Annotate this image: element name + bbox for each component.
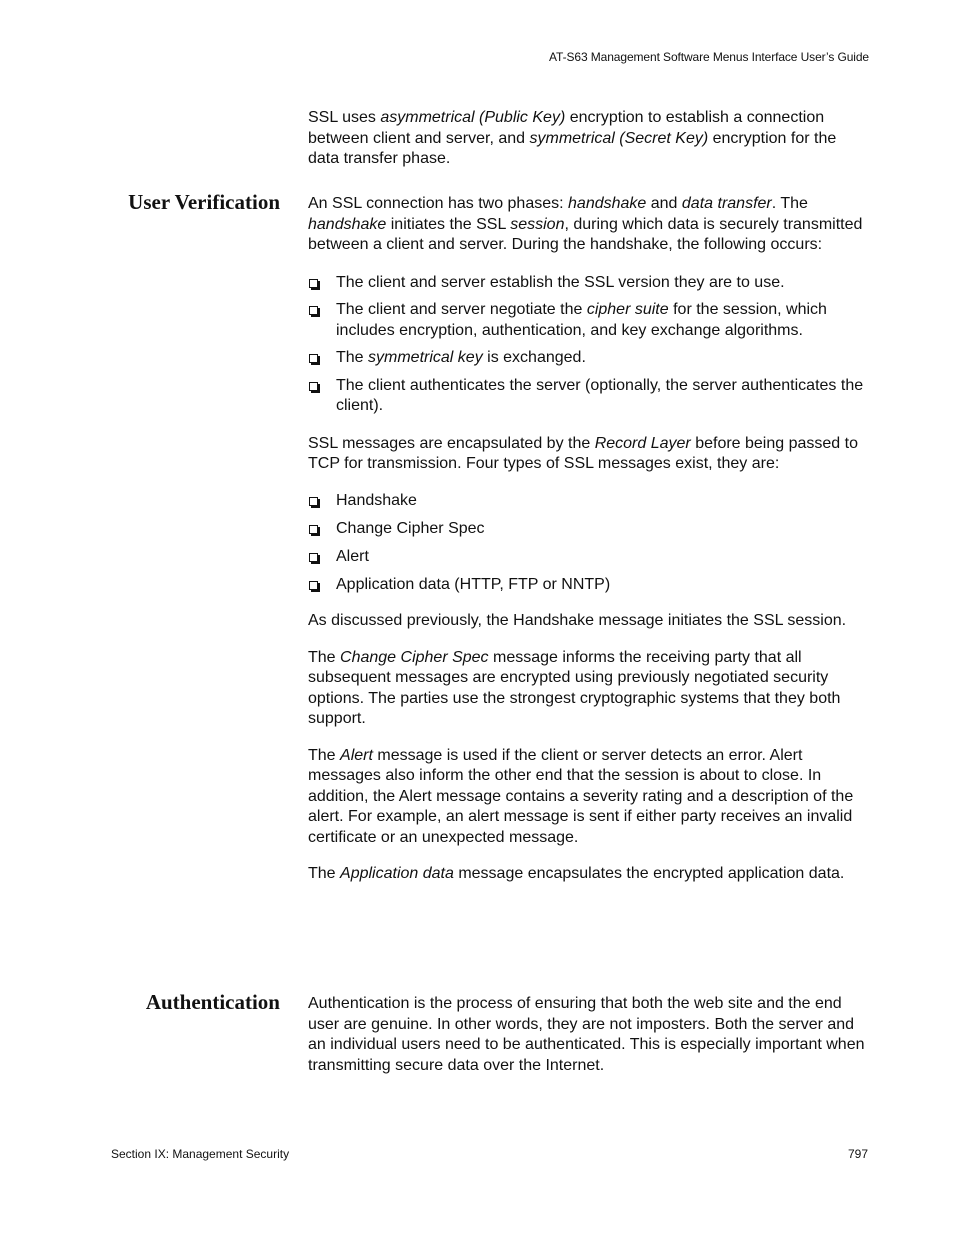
italic-term: Application data — [340, 865, 454, 882]
italic-term: Alert — [340, 746, 373, 764]
paragraph-handshake: As discussed previously, the Handshake message initiates the SSL session. — [308, 612, 847, 629]
user-verification-section — [308, 194, 870, 885]
running-header: AT-S63 Management Software Menus Interface User’s Guide — [549, 50, 869, 64]
paragraph-application-data — [308, 864, 870, 885]
list-item — [308, 348, 870, 369]
text-span: initiates the SSL — [386, 215, 511, 233]
authentication-section — [308, 994, 870, 1076]
text-span: before being passed to TCP for transmission. Four types of SSL messages exist, they are: — [308, 434, 858, 472]
footer-page-number: 797 — [847, 1147, 868, 1161]
list-item — [308, 273, 870, 294]
text-span: The client authenticates the server (optionally, the server authenticates the client). — [336, 376, 864, 414]
text-span: The — [308, 865, 341, 882]
italic-term: symmetrical key — [368, 349, 483, 366]
paragraph-change-cipher-spec — [308, 648, 870, 730]
list-item — [308, 491, 870, 512]
text-span: Application data (HTTP, FTP or NNTP) — [336, 575, 611, 593]
text-span: Alert — [336, 547, 369, 565]
text-span: Handshake — [336, 491, 417, 509]
italic-term: Record Layer — [594, 434, 691, 452]
italic-term: handshake — [308, 215, 387, 233]
checkbox-bullet-icon — [309, 497, 318, 506]
italic-term: Change Cipher Spec — [340, 648, 489, 666]
text-span: Change Cipher Spec — [336, 519, 485, 537]
checkbox-bullet-icon — [309, 553, 318, 562]
text-span: . The — [771, 195, 808, 212]
list-item — [308, 519, 870, 540]
checkbox-bullet-icon — [309, 354, 318, 363]
list-item — [308, 575, 870, 596]
paragraph-ssl-phases — [308, 194, 870, 256]
checkbox-bullet-icon — [309, 306, 318, 315]
heading-user-verification: User Verification — [128, 190, 280, 214]
paragraph-record-layer — [308, 434, 870, 475]
paragraph-alert — [308, 746, 870, 849]
text-span: The client and server negotiate the — [336, 301, 587, 318]
text-span: , during which data is securely transmitted between a client and server. During the handshake, the following occurs: — [308, 215, 863, 253]
text-span: and — [646, 195, 682, 212]
checkbox-bullet-icon — [309, 581, 318, 590]
text-span: message encapsulates the encrypted application data. — [453, 865, 845, 882]
italic-term: data transfer — [681, 195, 772, 212]
text-span: is exchanged. — [482, 349, 586, 366]
list-item — [308, 300, 870, 341]
italic-term: handshake — [568, 195, 647, 212]
checkbox-bullet-icon — [309, 525, 318, 534]
text-span: The — [308, 746, 341, 764]
list-item — [308, 547, 870, 568]
text-span: The — [336, 349, 369, 366]
heading-authentication: Authentication — [145, 990, 280, 1014]
intro-paragraph — [308, 108, 870, 170]
text-span: The — [308, 648, 341, 666]
text-span: SSL messages are encapsulated by the — [308, 434, 595, 452]
checkbox-bullet-icon — [309, 279, 318, 288]
italic-term: symmetrical (Secret Key) — [529, 129, 709, 147]
text-span: An SSL connection has two phases: — [308, 195, 569, 212]
italic-term: asymmetrical (Public Key) — [380, 109, 566, 126]
footer-section-title: Section IX: Management Security — [111, 1147, 290, 1161]
text-span: message informs the receiving party that all subsequent messages are encrypted using previously negotiated security options. The parties use the strongest cryptographic systems that they both support. — [308, 648, 841, 727]
italic-term: cipher suite — [586, 301, 669, 318]
text-span: message is used if the client or server detects an error. Alert messages also inform the other end that the session is about to close. In addition, the Alert message contains a severity rating and a description of the alert. For example, an alert message is sent if either party receives an invalid certificate or an unexpected message. — [308, 746, 854, 846]
message-types-list — [308, 491, 870, 596]
paragraph-authentication: Authentication is the process of ensuring that both the web site and the end user are genuine. In other words, they are not imposters. Both the server and an individual users need to be authenticated. This is especially important when transmitting secure data over the Internet. — [308, 995, 865, 1074]
text-span: The client and server establish the SSL version they are to use. — [336, 273, 785, 291]
text-span: SSL uses — [308, 109, 381, 126]
handshake-steps-list — [308, 273, 870, 417]
list-item — [308, 376, 870, 417]
checkbox-bullet-icon — [309, 382, 318, 391]
text-span: encryption to establish a connection between client and server, and — [308, 109, 825, 147]
text-span: encryption for the data transfer phase. — [308, 129, 837, 167]
text-span: for the session, which includes encryption, authentication, and key exchange algorithms. — [336, 301, 827, 339]
italic-term: session — [510, 215, 565, 233]
